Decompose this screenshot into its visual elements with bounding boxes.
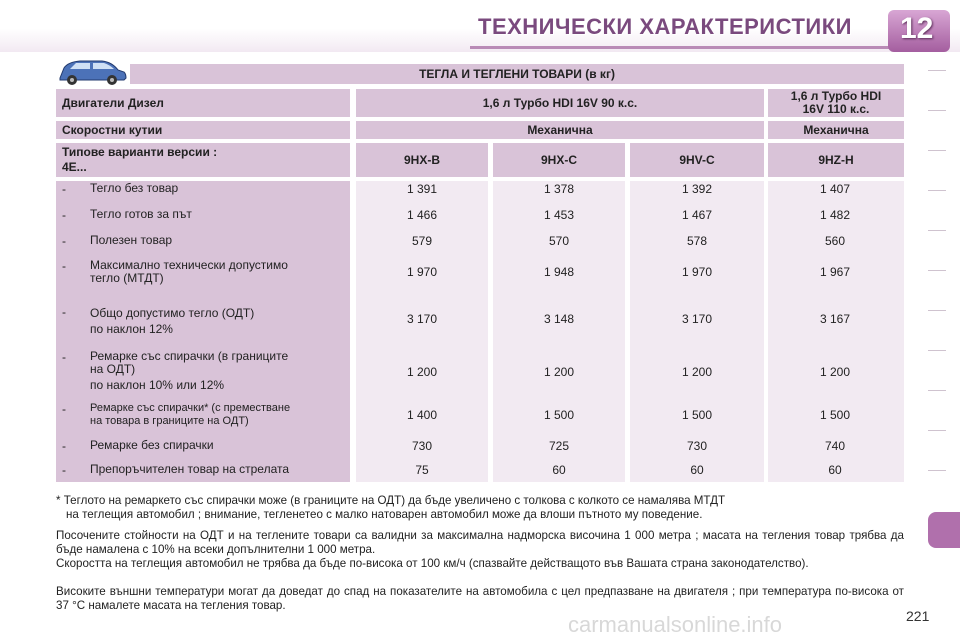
- row-label-line: по наклон 12%: [90, 322, 173, 336]
- rail-divider: [928, 310, 946, 311]
- table-cell: 1 200: [819, 365, 851, 379]
- watermark: carmanualsonline.info: [568, 612, 783, 637]
- row-label: [90, 305, 352, 337]
- footnote-line: на теглещия автомобил ; внимание, тегленетео с малко натоварен автомобил може да влоши пътното му поведение.: [66, 508, 703, 521]
- table-cell: 1 970: [406, 265, 438, 279]
- row-label: Полезен товар: [90, 233, 173, 247]
- values-column-bg: [356, 181, 488, 482]
- note-paragraph: Скоростта на теглещия автомобил не трябва да бъде по-висока от 100 км/ч (спазвайте действащото във Вашата страна законодателство).: [56, 557, 809, 570]
- page-title: ТЕХНИЧЕСКИ ХАРАКТЕРИСТИКИ: [478, 14, 852, 39]
- table-cell: 1 200: [406, 365, 438, 379]
- table-cell: 3 167: [819, 312, 851, 326]
- table-cell: 740: [824, 439, 846, 453]
- rail-divider: [928, 190, 946, 191]
- gearbox-2: Механична: [768, 121, 904, 139]
- rail-divider: [928, 270, 946, 271]
- table-cell: 60: [828, 463, 842, 477]
- variants-label-line1: Типове варианти версии :: [62, 145, 218, 159]
- rail-divider: [928, 470, 946, 471]
- chapter-number: 12: [900, 12, 934, 45]
- table-cell: 579: [411, 234, 433, 248]
- table-cell: 730: [686, 439, 708, 453]
- table-cell: 1 391: [406, 182, 438, 196]
- rail-divider: [928, 430, 946, 431]
- rail-divider: [928, 390, 946, 391]
- header-underline: [470, 46, 890, 49]
- row-bullet: -: [62, 208, 66, 222]
- chapter-side-tab: [928, 512, 960, 548]
- gearbox-1: Механична: [356, 121, 764, 139]
- row-label-line: тегло (МТДТ): [90, 271, 164, 285]
- row-bullet: -: [62, 463, 66, 477]
- row-label: Тегло без товар: [90, 181, 179, 195]
- values-column-bg: [768, 181, 904, 482]
- table-cell: 1 500: [819, 408, 851, 422]
- table-cell: 1 970: [681, 265, 713, 279]
- row-label-line: Ремарке със спирачки* (с преместване: [90, 402, 291, 414]
- table-cell: 1 453: [543, 208, 575, 222]
- engine-1-header: 1,6 л Турбо HDI 16V 90 к.с.: [356, 89, 764, 117]
- row-bullet: -: [62, 234, 66, 248]
- table-cell: 1 466: [406, 208, 438, 222]
- variant-header: 9HX-B: [356, 143, 488, 177]
- row-label-line: по наклон 10% или 12%: [90, 378, 225, 392]
- table-cell: 578: [686, 234, 708, 248]
- engine-2-line2: 16V 110 к.с.: [802, 102, 870, 116]
- table-cell: 1 400: [406, 408, 438, 422]
- engines-label: Двигатели Дизел: [56, 89, 350, 117]
- table-cell: 1 482: [819, 208, 851, 222]
- footnote: [56, 494, 904, 522]
- rail-divider: [928, 230, 946, 231]
- page-number: 221: [906, 608, 930, 624]
- rail-divider: [928, 150, 946, 151]
- table-cell: 1 948: [543, 265, 575, 279]
- row-bullet: -: [62, 259, 66, 273]
- variant-header: 9HV-C: [630, 143, 764, 177]
- variant-header: 9HZ-H: [768, 143, 904, 177]
- table-cell: 75: [415, 463, 429, 477]
- row-label-line: на ОДТ): [90, 362, 136, 376]
- row-label-line: Ремарке със спирачки (в границите: [90, 349, 289, 363]
- footnote-line: * Теглото на ремаркето със спирачки може (в границите на ОДТ) да бъде увеличено с толкова с колкото се намалява МТДТ: [56, 494, 726, 507]
- table-cell: 1 378: [543, 182, 575, 196]
- table-cell: 60: [690, 463, 704, 477]
- variants-label-line2: 4E...: [62, 160, 87, 174]
- row-bullet: -: [62, 305, 66, 319]
- table-cell: 570: [548, 234, 570, 248]
- values-column-bg: [630, 181, 764, 482]
- row-label: [90, 402, 352, 428]
- table-cell: 1 200: [543, 365, 575, 379]
- table-cell: 1 467: [681, 208, 713, 222]
- row-label: Тегло готов за път: [90, 207, 192, 221]
- table-title: ТЕГЛА И ТЕГЛЕНИ ТОВАРИ (в кг): [130, 64, 904, 84]
- table-cell: 60: [552, 463, 566, 477]
- row-label: Ремарке без спирачки: [90, 438, 214, 452]
- row-bullet: -: [62, 402, 66, 416]
- table-cell: 1 392: [681, 182, 713, 196]
- note-paragraph: Високите външни температури могат да доведат до спад на показателите на автомобила с цел предпазване на двигателя ; при температура по-висока от 37 °C намалете масата на тегления товар.: [56, 585, 904, 612]
- table-cell: 730: [411, 439, 433, 453]
- table-cell: 1 407: [819, 182, 851, 196]
- table-cell: 1 967: [819, 265, 851, 279]
- row-label-line: Общо допустимо тегло (ОДТ): [90, 306, 255, 320]
- variants-label: [56, 143, 350, 177]
- rail-divider: [928, 110, 946, 111]
- right-rail: [928, 60, 960, 640]
- table-cell: 1 200: [681, 365, 713, 379]
- row-label: [90, 350, 352, 392]
- table-cell: 3 170: [681, 312, 713, 326]
- note-paragraph: Посочените стойности на ОДТ и на теглените товари са валидни за максимална надморска височина 1 000 метра ; масата на тегления товар трябва да бъде намалена с 10% на всеки допълнителни 1 000 метра.: [56, 529, 904, 556]
- gearbox-label: Скоростни кутии: [56, 121, 350, 139]
- engine-2-line1: 1,6 л Турбо HDI: [790, 89, 882, 103]
- variant-header: 9HX-C: [493, 143, 625, 177]
- table-cell: 725: [548, 439, 570, 453]
- row-label-line: на товара в границите на ОДТ): [90, 415, 249, 427]
- row-bullet: -: [62, 439, 66, 453]
- table-cell: 560: [824, 234, 846, 248]
- row-label-line: Максимално технически допустимо: [90, 258, 288, 272]
- table-cell: 1 500: [543, 408, 575, 422]
- row-label: Препоръчителен товар на стрелата: [90, 462, 290, 476]
- row-bullet: -: [62, 350, 66, 364]
- rail-divider: [928, 70, 946, 71]
- values-column-bg: [493, 181, 625, 482]
- table-cell: 3 170: [406, 312, 438, 326]
- rail-divider: [928, 350, 946, 351]
- table-cell: 1 500: [681, 408, 713, 422]
- engine-2-header: [768, 89, 904, 117]
- car-icon: [56, 58, 128, 86]
- row-bullet: -: [62, 182, 66, 196]
- table-cell: 3 148: [543, 312, 575, 326]
- row-label: [90, 259, 352, 285]
